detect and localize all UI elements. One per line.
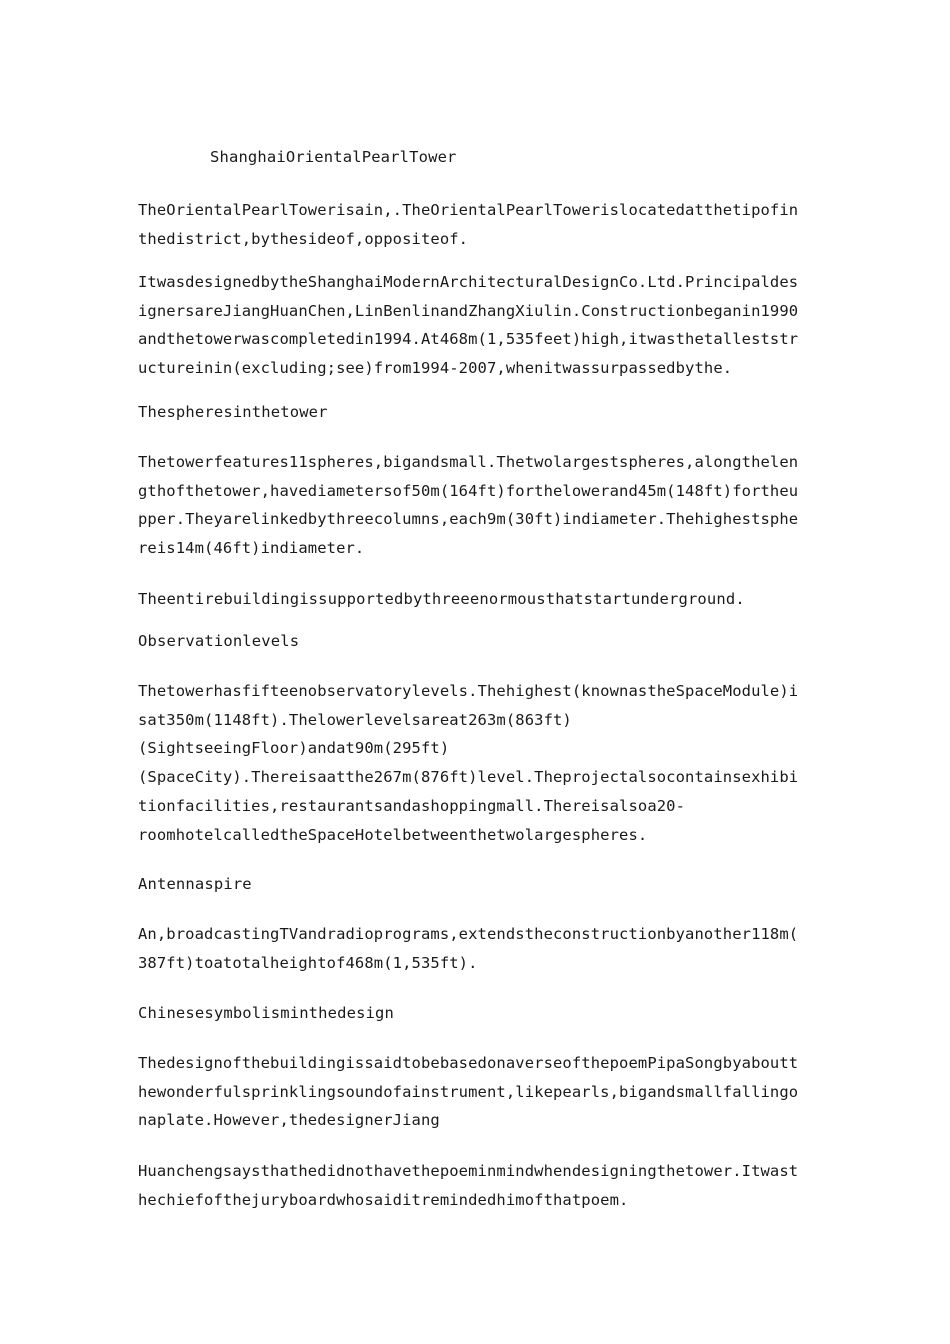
text-line: Thetowerhasfifteenobservatorylevels.Thehighest(knownastheSpaceModule)i [138,682,799,700]
symbolism-paragraph [138,1049,810,1135]
section-heading-spheres: Thespheresinthetower [138,403,328,421]
text-line: roomhotelcalledtheSpaceHotelbetweenthetwolargespheres. [138,825,648,844]
text-line: naplate.However,thedesignerJiang [138,1111,440,1130]
text-line: tionfacilities,restaurantsandashoppingmall.Thereisalsoa20- [138,796,686,815]
text-line: Thetowerfeatures11spheres,bigandsmall.Thetwolargestspheres,alongthelen [138,453,799,471]
document-title: ShanghaiOrientalPearlTower [210,148,457,166]
text-line: uctureinin(excluding;see)from1994-2007,whenitwassurpassedbythe. [138,359,733,378]
text-line: andthetowerwascompletedin1994.At468m(1,535feet)high,itwasthetalleststr [138,330,799,349]
section-heading-symbolism: Chinesesymbolisminthedesign [138,1004,395,1022]
text-line: (SightseeingFloor)andat90m(295ft) [138,739,450,758]
text-line: pper.Theyarelinkedbythreecolumns,each9m(30ft)indiameter.Thehighestsphe [138,510,799,529]
text-line: ThedesignofthebuildingissaidtobebasedonaverseofthepoemPipaSongbyaboutt [138,1054,799,1072]
text-line: hewonderfulsprinklingsoundofainstrument,likepearls,bigandsmallfallingo [138,1082,799,1101]
text-line: (SpaceCity).Thereisaatthe267m(876ft)level.Theprojectalsocontainsexhibi [138,768,799,787]
text-line: TheOrientalPearlTowerisain,.TheOrientalPearlTowerislocatedatthetipofin [138,201,799,219]
spheres-paragraph [138,448,810,563]
intro-paragraph [138,196,810,253]
text-line: An,broadcastingTVandradioprograms,extendstheconstructionbyanother118m( [138,925,799,943]
antenna-paragraph [138,920,810,977]
text-line: gthofthetower,havediametersof50m(164ft)forthelowerand45m(148ft)fortheu [138,481,799,500]
text-line: sat350m(1148ft).Thelowerlevelsareat263m(863ft) [138,710,572,729]
text-line: hechiefofthejuryboardwhosaiditremindedhimofthatpoem. [138,1190,629,1209]
support-paragraph: Theentirebuildingissupportedbythreeenormousthatstartunderground. [138,590,745,608]
design-paragraph [138,268,810,383]
text-line: ignersareJiangHuanChen,LinBenlinandZhangXiulin.Constructionbeganin1990 [138,301,799,320]
text-line: 387ft)toatotalheightof468m(1,535ft). [138,953,478,972]
text-line: Huanchengsaysthathedidnothavethepoeminmindwhendesigningthetower.Itwast [138,1162,799,1180]
designer-paragraph [138,1157,810,1214]
section-heading-observation: Observationlevels [138,632,300,650]
text-line: reis14m(46ft)indiameter. [138,539,365,558]
text-line: thedistrict,bythesideof,oppositeof. [138,229,469,248]
text-line: ItwasdesignedbytheShanghaiModernArchitecturalDesignCo.Ltd.Principaldes [138,273,799,291]
observation-paragraph [138,677,810,849]
section-heading-antenna: Antennaspire [138,875,252,893]
